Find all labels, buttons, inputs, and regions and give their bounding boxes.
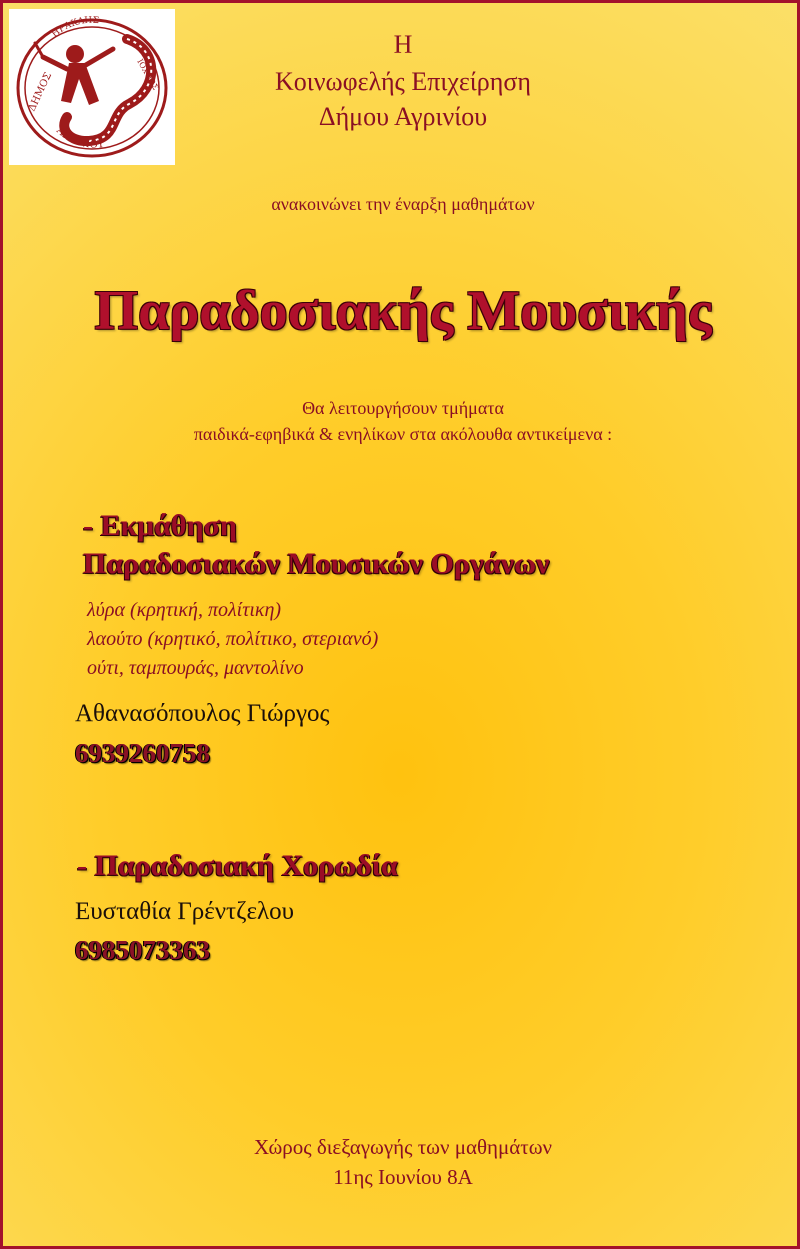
venue-line-2: 11ης Ιουνίου 8Α (333, 1165, 473, 1189)
instrument-item: λύρα (κρητική, πολίτικη) (87, 599, 282, 621)
section1-phone: 6939260758 (75, 738, 210, 768)
section2-phone: 6985073363 (75, 935, 210, 965)
info-line-1: Θα λειτουργήσουν τμήματα (302, 398, 504, 418)
header-line-3: Δήμου Αγρινίου (318, 102, 488, 131)
logo-text-top: ΗΡΑΚΛΗΣ (50, 15, 100, 40)
section1-heading-line2: Παραδοσιακών Μουσικών Οργάνων (83, 547, 550, 580)
instrument-item: ούτι, ταμπουράς, μαντολίνο (87, 657, 304, 679)
logo-text-left: ΔΗΜΟΣ (26, 70, 55, 114)
section2-heading: - Παραδοσιακή Χορωδία (77, 849, 398, 882)
section2-teacher: Ευσταθία Γρέντζελου (75, 898, 294, 925)
logo-text-bottom: ΑΓΡΙΝΙΟΥ (54, 125, 105, 151)
info-line-2: παιδικά-εφηβικά & ενηλίκων στα ακόλουθα αντικείμενα : (193, 424, 613, 444)
announcement-text: ανακοινώνει την έναρξη μαθημάτων (271, 194, 535, 214)
header-line-1: Η (393, 30, 413, 59)
section1-teacher: Αθανασόπουλος Γιώργος (75, 700, 330, 727)
instrument-item: λαούτο (κρητικό, πολίτικο, στεριανό) (87, 628, 379, 650)
main-title: Παραδοσιακής Μουσικής (94, 280, 712, 342)
section1-heading-line1: - Εκμάθηση (83, 509, 237, 542)
venue-line-1: Χώρος διεξαγωγής των μαθημάτων (253, 1135, 553, 1159)
header-line-2: Κοινωφελής Επιχείρηση (275, 67, 531, 96)
logo-text-right: ΙΟΧΘΟΣ (135, 57, 161, 92)
